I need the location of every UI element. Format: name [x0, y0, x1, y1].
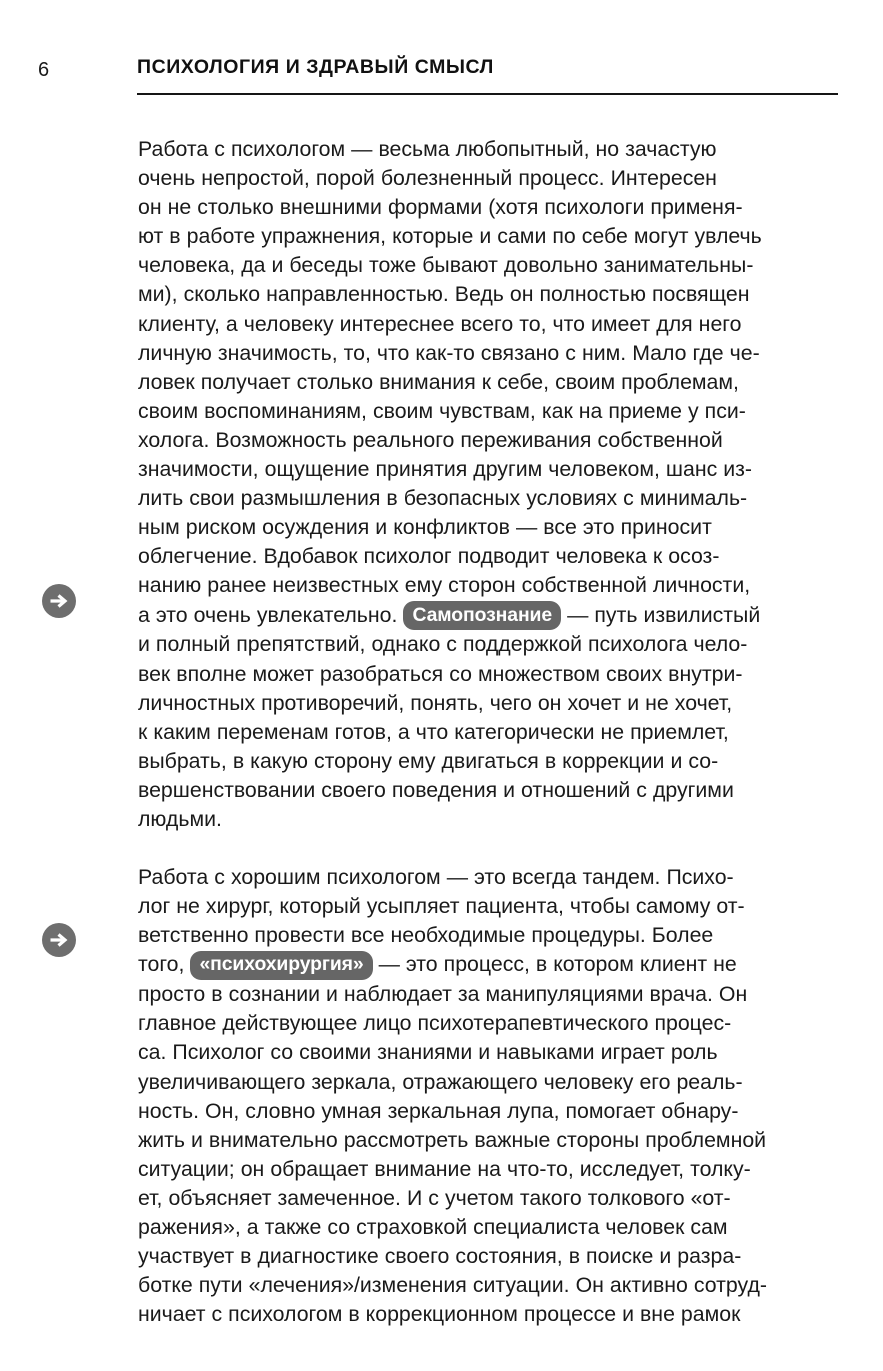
text-line: увеличивающего зеркала, отражающего человеку его реаль- [138, 1069, 743, 1094]
running-title: ПСИХОЛОГИЯ И ЗДРАВЫЙ СМЫСЛ [137, 56, 494, 78]
text-line: ют в работе упражнения, которые и сами по себе могут увлечь [138, 224, 762, 249]
text-line: нанию ранее неизвестных ему сторон собственной личности, [138, 573, 751, 598]
text-line: очень непростой, порой болезненный процесс. Интересен [138, 166, 717, 191]
arrow-marker-psychosurgery [41, 922, 77, 958]
highlighted-term-self-knowledge: Самопознание [403, 601, 561, 630]
text-line: человека, да и беседы тоже бывают довольно занимательны- [138, 253, 754, 278]
text-line: и полный препятствий, однако с поддержкой психолога чело- [138, 632, 748, 657]
line-text-after: — путь извилистый [561, 602, 761, 627]
text-line: Работа с хорошим психологом — это всегда тандем. Психо- [138, 865, 734, 890]
text-line: ет, объясняет замеченное. И с учетом такого толкового «от- [138, 1185, 731, 1210]
text-line: облегчение. Вдобавок психолог подводит человека к осоз- [138, 544, 720, 569]
text-column [138, 135, 838, 1329]
line-text-before: а это очень увлекательно. [138, 602, 404, 627]
line-text-after: — это процесс, в котором клиент не [372, 952, 737, 977]
text-line: ми), сколько направленностью. Ведь он полностью посвящен [138, 282, 750, 307]
text-line: ность. Он, словно умная зеркальная лупа, помогает обнару- [138, 1098, 739, 1123]
text-line: век вполне может разобраться со множеством своих внутри- [138, 661, 743, 686]
text-line: ным риском осуждения и конфликтов — все это приносит [138, 515, 712, 540]
text-line: просто в сознании и наблюдает за манипуляциями врача. Он [138, 982, 748, 1007]
running-head [0, 56, 883, 96]
text-line: ситуации; он обращает внимание на что-то, исследует, толку- [138, 1156, 751, 1181]
text-line: ботке пути «лечения»/изменения ситуации. Он активно сотруд- [138, 1273, 767, 1298]
text-line: своим воспоминаниям, своим чувствам, как на приеме у пси- [138, 398, 746, 423]
paragraph-2 [138, 863, 838, 1329]
text-line: клиенту, а человеку интереснее всего то, что имеет для него [138, 311, 742, 336]
text-line: са. Психолог со своими знаниями и навыками играет роль [138, 1040, 718, 1065]
text-line: выбрать, в какую сторону ему двигаться в коррекции и со- [138, 748, 719, 773]
text-line: значимости, ощущение принятия другим человеком, шанс из- [138, 457, 753, 482]
text-line-with-term [138, 601, 838, 631]
text-line: он не столько внешними формами (хотя психологи применя- [138, 195, 743, 220]
page-number: 6 [38, 59, 50, 81]
text-line: главное действующее лицо психотерапевтического процес- [138, 1011, 732, 1036]
header-rule [137, 93, 838, 95]
text-line: ветственно провести все необходимые процедуры. Более [138, 923, 714, 948]
text-line: Работа с психологом — весьма любопытный, но зачастую [138, 137, 717, 161]
text-line-with-term [138, 950, 838, 980]
text-line: к каким переменам готов, а что категорически не приемлет, [138, 719, 729, 744]
text-line: личностных противоречий, понять, чего он хочет и не хочет, [138, 690, 733, 715]
text-line: холога. Возможность реального переживания собственной [138, 427, 723, 452]
line-text-before: того, [138, 952, 191, 977]
text-line: ражения», а также со страховкой специалиста человек сам [138, 1215, 728, 1239]
text-line: ловек получает столько внимания к себе, своим проблемам, [138, 369, 739, 394]
text-line: вершенствовании своего поведения и отношений с другими [138, 777, 734, 802]
arrow-marker-self-knowledge [41, 583, 77, 619]
text-line: личную значимость, то, что как-то связано с ним. Мало где че- [138, 340, 760, 365]
highlighted-term-psychosurgery: «психохирургия» [190, 951, 372, 980]
arrow-right-circle-icon [41, 583, 77, 619]
text-line: лить свои размышления в безопасных условиях с минималь- [138, 486, 748, 511]
text-line: ничает с психологом в коррекционном процессе и вне рамок [138, 1302, 741, 1327]
paragraph-1 [138, 135, 838, 834]
arrow-right-circle-icon [41, 922, 77, 958]
text-line: лог не хирург, который усыпляет пациента, чтобы самому от- [138, 894, 745, 919]
text-line: жить и внимательно рассмотреть важные стороны проблемной [138, 1127, 767, 1152]
text-line: людьми. [138, 806, 222, 831]
text-line: участвует в диагностике своего состояния, в поиске и разра- [138, 1244, 742, 1269]
